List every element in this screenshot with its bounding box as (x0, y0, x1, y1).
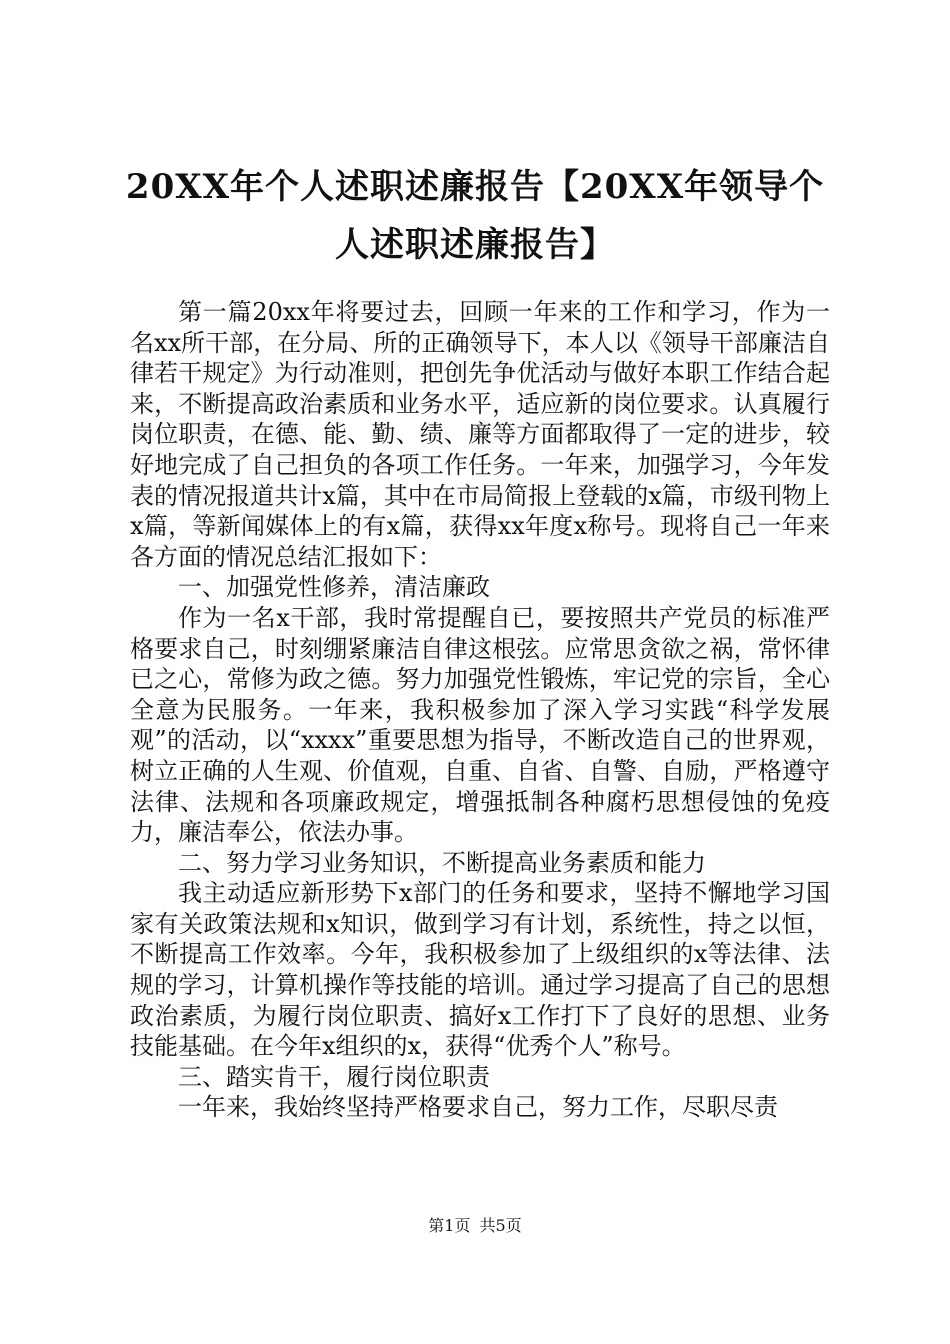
paragraph-section-1: 作为一名x干部，我时常提醒自已，要按照共产党员的标准严格要求自己，时刻绷紧廉洁自律这根弦。应常思贪欲之祸，常怀律已之心，常修为政之德。努力加强党性锻炼，牢记党的宗旨，全心全意为民服务。一年来，我积极参加了深入学习实践“科学发展观”的活动，以“xxxx”重要思想为指导，不断改造自己的世界观，树立正确的人生观、价值观，自重、自省、自警、自励，严格遵守法律、法规和各项廉政规定，增强抵制各种腐朽思想侵蚀的免疫力，廉洁奉公，依法办事。 (130, 603, 830, 847)
page-total: 共5页 (479, 1216, 522, 1235)
document-title: 20XX年个人述职述廉报告【20XX年领导个人述职述廉报告】 (125, 167, 825, 265)
section-heading-2: 二、努力学习业务知识，不断提高业务素质和能力 (178, 848, 706, 877)
paragraph-intro: 第一篇20xx年将要过去，回顾一年来的工作和学习，作为一名xx所干部，在分局、所的正确领导下，本人以《领导干部廉洁自律若干规定》为行动准则，把创先争优活动与做好本职工作结合起来，不断提高政治素质和业务水平，适应新的岗位要求。认真履行岗位职责，在德、能、勤、绩、廉等方面都取得了一定的进步，较好地完成了自己担负的各项工作任务。一年来，加强学习，今年发表的情况报道共计x篇，其中在市局简报上登载的x篇，市级刊物上x篇，等新闻媒体上的有x篇，获得xx年度x称号。现将自己一年来各方面的情况总结汇报如下： (130, 298, 830, 571)
document-body (130, 297, 830, 1123)
page-number: 第1页 (428, 1216, 471, 1235)
paragraph-section-2: 我主动适应新形势下x部门的任务和要求，坚持不懈地学习国家有关政策法规和x知识，做到学习有计划，系统性，持之以恒，不断提高工作效率。今年，我积极参加了上级组织的x等法律、法规的学习，计算机操作等技能的培训。通过学习提高了自己的思想政治素质，为履行岗位职责、搞好x工作打下了良好的思想、业务技能基础。在今年x组织的x，获得“优秀个人”称号。 (130, 879, 830, 1061)
section-heading-1: 一、加强党性修养，清洁廉政 (178, 573, 490, 602)
paragraph-section-3: 一年来，我始终坚持严格要求自己，努力工作，尽职尽责 (178, 1093, 778, 1122)
section-heading-3: 三、踏实肯干，履行岗位职责 (178, 1062, 490, 1091)
page-footer (0, 1216, 950, 1236)
